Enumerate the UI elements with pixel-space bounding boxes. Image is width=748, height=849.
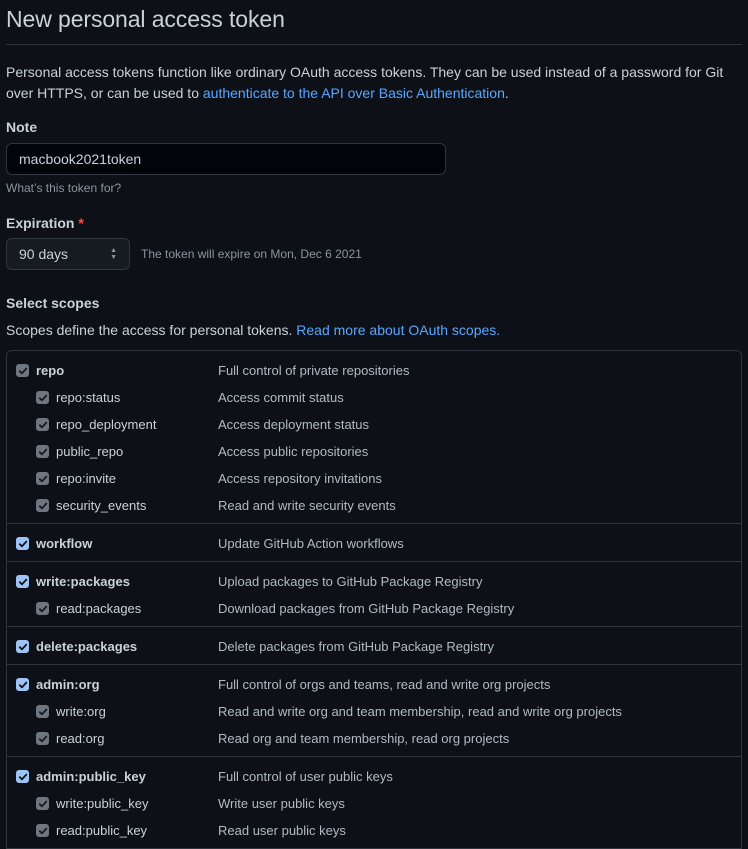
scope-group-repo [7, 351, 741, 524]
scope-name: workflow [36, 536, 93, 551]
sub-scope-row [7, 725, 741, 752]
scope-table [6, 350, 742, 849]
sub-scope-description: Download packages from GitHub Package Registry [218, 601, 515, 616]
note-input[interactable] [6, 143, 446, 175]
oauth-scopes-link[interactable]: Read more about OAuth scopes. [296, 322, 501, 338]
scope-group-write-packages [7, 562, 741, 627]
scope-group-admin-public-key [7, 757, 741, 849]
scope-checkbox[interactable] [16, 770, 29, 783]
sub-scope-row [7, 384, 741, 411]
scope-name: delete:packages [36, 639, 138, 654]
sub-scope-name: read:org [56, 731, 105, 746]
scope-name: admin:org [36, 677, 100, 692]
sub-scope-checkbox[interactable] [36, 732, 49, 745]
check-icon [18, 680, 28, 690]
sub-scope-row [7, 698, 741, 725]
expiration-select[interactable] [6, 238, 130, 270]
check-icon [38, 393, 48, 403]
scopes-desc-text: Scopes define the access for personal tokens. [6, 322, 297, 338]
scope-checkbox[interactable] [16, 537, 29, 550]
scope-group-admin-org [7, 665, 741, 757]
scope-row [7, 568, 741, 595]
scope-description: Full control of user public keys [218, 769, 393, 784]
check-icon [38, 501, 48, 511]
sub-scope-row [7, 817, 741, 844]
scope-checkbox[interactable] [16, 364, 29, 377]
scope-group-workflow [7, 524, 741, 562]
sub-scope-checkbox[interactable] [36, 602, 49, 615]
sub-scope-name: security_events [56, 498, 147, 513]
scope-description: Full control of orgs and teams, read and write org projects [218, 677, 551, 692]
check-icon [18, 366, 28, 376]
expiration-note: The token will expire on Mon, Dec 6 2021 [141, 247, 362, 261]
sub-scope-checkbox[interactable] [36, 472, 49, 485]
sub-scope-description: Read and write org and team membership, read and write org projects [218, 704, 622, 719]
intro-body: Personal access tokens function like ordinary OAuth access tokens. They can be used instead of a password for Git over HTTPS, or can be used to [6, 64, 724, 101]
expiration-label-text: Expiration [6, 215, 75, 231]
sub-scope-checkbox[interactable] [36, 499, 49, 512]
scope-name: write:packages [36, 574, 130, 589]
sub-scope-row [7, 438, 741, 465]
sub-scope-checkbox[interactable] [36, 824, 49, 837]
sub-scope-description: Write user public keys [218, 796, 345, 811]
sub-scope-description: Access repository invitations [218, 471, 383, 486]
sub-scope-checkbox[interactable] [36, 705, 49, 718]
check-icon [38, 420, 48, 430]
sub-scope-checkbox[interactable] [36, 418, 49, 431]
sub-scope-name: repo:invite [56, 471, 116, 486]
token-form [6, 0, 742, 849]
sub-scope-row [7, 411, 741, 438]
sub-scope-description: Read and write security events [218, 498, 396, 513]
expiration-selected-value: 90 days [19, 246, 69, 262]
required-mark: * [78, 215, 84, 231]
check-icon [38, 799, 48, 809]
sub-scope-name: write:org [56, 704, 106, 719]
sub-scope-description: Access commit status [218, 390, 344, 405]
scope-row [7, 633, 741, 660]
check-icon [38, 447, 48, 457]
page-title: New personal access token [6, 0, 742, 45]
scope-row [7, 530, 741, 557]
sub-scope-description: Access deployment status [218, 417, 370, 432]
sub-scope-checkbox[interactable] [36, 391, 49, 404]
check-icon [18, 642, 28, 652]
sub-scope-row [7, 492, 741, 519]
sub-scope-row [7, 595, 741, 622]
sub-scope-name: read:public_key [56, 823, 148, 838]
scope-description: Upload packages to GitHub Package Registry [218, 574, 483, 589]
sub-scope-name: write:public_key [56, 796, 149, 811]
scope-checkbox[interactable] [16, 678, 29, 691]
scope-name: admin:public_key [36, 769, 146, 784]
scope-description: Update GitHub Action workflows [218, 536, 404, 551]
scopes-title: Select scopes [6, 295, 100, 311]
scopes-description [6, 321, 742, 339]
scope-group-delete-packages [7, 627, 741, 665]
sub-scope-description: Read org and team membership, read org projects [218, 731, 510, 746]
intro-suffix: . [504, 85, 509, 101]
expiration-label [6, 213, 742, 233]
scope-name: repo [36, 363, 65, 378]
check-icon [38, 826, 48, 836]
scope-row [7, 763, 741, 790]
check-icon [38, 604, 48, 614]
scope-description: Full control of private repositories [218, 363, 410, 378]
sub-scope-row [7, 790, 741, 817]
scope-description: Delete packages from GitHub Package Registry [218, 639, 495, 654]
scope-checkbox[interactable] [16, 640, 29, 653]
intro-text [6, 62, 736, 104]
sub-scope-name: public_repo [56, 444, 124, 459]
check-icon [18, 539, 28, 549]
sub-scope-description: Access public repositories [218, 444, 369, 459]
check-icon [38, 734, 48, 744]
sub-scope-name: repo_deployment [56, 417, 157, 432]
sub-scope-name: repo:status [56, 390, 121, 405]
basic-auth-link[interactable]: authenticate to the API over Basic Authentication [202, 85, 505, 101]
check-icon [18, 772, 28, 782]
sub-scope-description: Read user public keys [218, 823, 346, 838]
expiration-row [6, 238, 742, 270]
check-icon [18, 577, 28, 587]
sub-scope-name: read:packages [56, 601, 142, 616]
select-arrows-icon: ▲ ▼ [110, 247, 117, 261]
check-icon [38, 707, 48, 717]
scope-row [7, 357, 741, 384]
sub-scope-checkbox[interactable] [36, 797, 49, 810]
sub-scope-checkbox[interactable] [36, 445, 49, 458]
note-label: Note [6, 119, 38, 135]
sub-scope-row [7, 465, 741, 492]
check-icon [38, 474, 48, 484]
scope-checkbox[interactable] [16, 575, 29, 588]
scope-row [7, 671, 741, 698]
note-hint: What’s this token for? [6, 181, 122, 195]
